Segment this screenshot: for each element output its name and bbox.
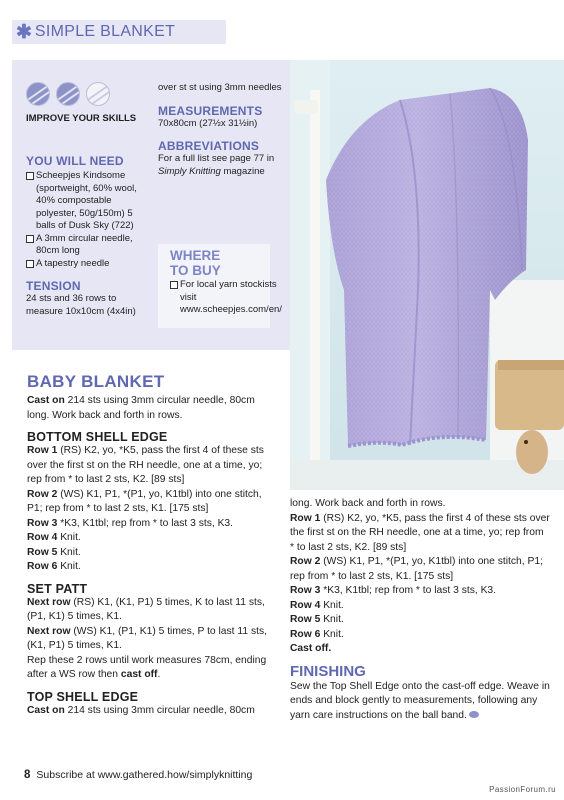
row-instruction: Row 2 (WS) K1, P1, *(P1, yo, K1tbl) into one stitch, P1; rep from * to last 2 sts, K1. [175 sts] [290, 556, 543, 582]
skill-label: IMPROVE YOUR SKILLS [26, 113, 137, 124]
tension-heading: TENSION [26, 279, 81, 293]
pattern-column-right [290, 497, 550, 723]
section-title: SIMPLE BLANKET [34, 23, 176, 40]
row-instruction: Row 4 Knit. [290, 599, 344, 611]
pattern-column-left [27, 394, 279, 718]
row-instruction: Row 5 Knit. [27, 546, 81, 558]
row-instruction: Next row (RS) K1, (K1, P1) 5 times, K to last 11 sts, (P1, K1) 5 times, K1. [27, 596, 265, 622]
asterisk-icon: ✱ [16, 21, 32, 43]
list-item: Scheepjes Kindsome (sportweight, 60% wool, 40% compostable polyester, 50g/150m) 5 balls of Dusk Sky (722) [26, 170, 154, 233]
where-to-buy-box [158, 244, 282, 328]
where-to-buy-item: For local yarn stockists visit www.scheepjes.com/en/ [170, 279, 260, 317]
cast-on-paragraph: Cast on 214 sts using 3mm circular needle, 80cm [27, 704, 255, 716]
finishing-paragraph: Sew the Top Shell Edge onto the cast-off edge. Weave in ends and block gently to measurements, following any yarn care instructions on the ball band. [290, 680, 550, 721]
blanket-illustration [290, 60, 564, 490]
materials-list [26, 170, 154, 270]
cast-on-continued: long. Work back and forth in rows. [290, 498, 446, 509]
row-instruction: Row 3 *K3, K1tbl; rep from * to last 3 sts, K3. [290, 585, 497, 596]
section-header [12, 20, 226, 44]
measurements-text: 70x80cm (27½x 31½in) [158, 117, 258, 129]
set-patt-heading: SET PATT [27, 581, 88, 596]
tension-text: 24 sts and 36 rows to measure 10x10cm (4x4in) [26, 293, 136, 317]
abbreviations-text: For a full list see page 77 in Simply Knitting magazine [158, 153, 275, 177]
tension-continued: over st st using 3mm needles [158, 82, 282, 93]
bottom-shell-heading: BOTTOM SHELL EDGE [27, 430, 168, 444]
page-number: 8 [24, 769, 31, 781]
yarn-end-icon [469, 711, 479, 718]
row-instruction: Row 3 *K3, K1tbl; rep from * to last 3 sts, K3. [27, 517, 234, 529]
checkbox-icon [170, 281, 178, 289]
list-item: A tapestry needle [26, 258, 154, 271]
subscribe-link[interactable]: Subscribe at www.gathered.how/simplyknitting [36, 769, 253, 781]
row-instruction: Next row (WS) K1, (P1, K1) 5 times, P to last 11 sts, (K1, P1) 5 times, K1. [27, 625, 267, 651]
row-instruction: Row 5 Knit. [290, 614, 344, 625]
info-column-right [158, 82, 286, 178]
checkbox-icon [26, 235, 34, 243]
top-shell-heading: TOP SHELL EDGE [27, 689, 139, 704]
page-footer [24, 769, 252, 781]
skill-level-indicator [26, 82, 110, 106]
yarn-ball-icon [56, 82, 80, 106]
checkbox-icon [26, 260, 34, 268]
you-will-need-heading: YOU WILL NEED [26, 154, 124, 168]
watermark: PassionForum.ru [489, 785, 556, 794]
you-will-need-section [26, 154, 154, 318]
row-instruction: Row 6 Knit. [290, 628, 344, 640]
row-instruction: Row 4 Knit. [27, 532, 81, 543]
row-instruction: Row 2 (WS) K1, P1, *(P1, yo, K1tbl) into one stitch, P1; rep from * to last 2 sts, K1. [175 sts] [27, 488, 262, 514]
row-instruction: Row 1 (RS) K2, yo, *K5, pass the first 4 of these sts over the first st on the RH needle, one at a time, yo; rep from * to last 2 sts, K2. [89 sts] [27, 445, 264, 485]
yarn-ball-icon [26, 82, 50, 106]
cast-off-line: Cast off. [290, 643, 332, 654]
checkbox-icon [26, 172, 34, 180]
row-instruction: Row 1 (RS) K2, yo, *K5, pass the first 4 of these sts over the first st on the RH needle, one at a time, yo; rep from * to last 2 sts, K2. [89 sts] [290, 512, 550, 553]
info-panel [12, 60, 290, 350]
pattern-title: BABY BLANKET [27, 372, 165, 391]
measurements-heading: MEASUREMENTS [158, 103, 263, 118]
row-instruction: Row 6 Knit. [27, 561, 81, 572]
list-item: A 3mm circular needle, 80cm long [26, 233, 154, 258]
cast-on-paragraph: Cast on 214 sts using 3mm circular needle, 80cm long. Work back and forth in rows. [27, 395, 255, 421]
where-to-buy-heading: TO BUY [170, 263, 221, 278]
yarn-ball-icon [86, 82, 110, 106]
finishing-heading: FINISHING [290, 662, 366, 680]
abbreviations-heading: ABBREVIATIONS [158, 139, 260, 153]
blanket-photo [290, 60, 564, 490]
where-to-buy-heading: WHERE [170, 248, 221, 263]
repeat-instruction: Rep these 2 rows until work measures 78cm, ending after a WS row then cast off. [27, 654, 267, 680]
